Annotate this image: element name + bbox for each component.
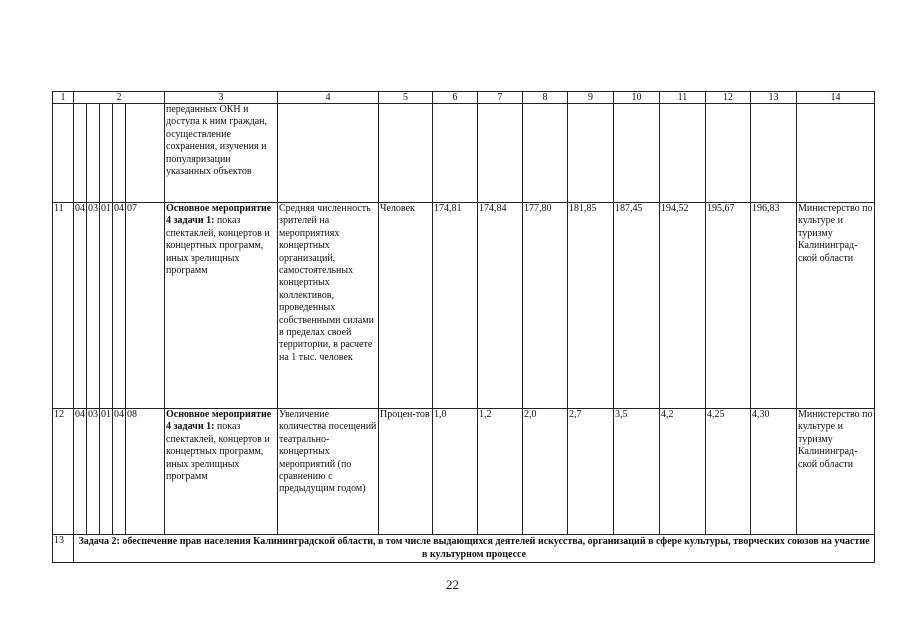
header-cell: 11: [660, 92, 706, 104]
value-cell: 174,84: [478, 203, 523, 409]
header-cell: 5: [379, 92, 433, 104]
page-number: 22: [446, 577, 459, 592]
header-cell: 3: [165, 92, 278, 104]
code-cell: 03: [87, 203, 100, 409]
measure-title-bold: Основное мероприятие 4 задачи 1:: [166, 409, 272, 433]
code-cell: 03: [87, 409, 100, 535]
code-cell: 04: [113, 203, 126, 409]
header-cell: 14: [797, 92, 875, 104]
unit-cell: Человек: [379, 203, 433, 409]
value-cell: 1,2: [478, 409, 523, 535]
header-cell: 2: [74, 92, 165, 104]
value-cell: 4,25: [706, 409, 751, 535]
measure-title-rest: показ спектаклей, концертов и концертных программ, иных зрелищных программ: [166, 215, 270, 277]
indicators-table: [52, 91, 875, 563]
value-cell: 177,80: [523, 203, 568, 409]
row-number: 13: [53, 535, 74, 563]
code-cell: 01: [100, 203, 113, 409]
code-cell: 07: [126, 203, 165, 409]
header-cell: 9: [568, 92, 614, 104]
code-cell: 04: [74, 203, 87, 409]
header-cell: 10: [614, 92, 660, 104]
header-cell: 6: [433, 92, 478, 104]
task-text: Задача 2: обеспечение прав населения Калининградской области, в том числе выдающихся деятелей искусства, организаций в сфере культуры, творческих союзов на участие в культурном процессе: [74, 535, 875, 563]
table-row: [53, 409, 875, 535]
value-cell: 4,2: [660, 409, 706, 535]
measure-title: [165, 203, 278, 409]
header-cell: 8: [523, 92, 568, 104]
value-cell: 2,0: [523, 409, 568, 535]
value-cell: 181,85: [568, 203, 614, 409]
value-cell: 2,7: [568, 409, 614, 535]
code-cell: 08: [126, 409, 165, 535]
code-cell: 04: [113, 409, 126, 535]
value-cell: 1,0: [433, 409, 478, 535]
task-row: [53, 535, 875, 563]
value-cell: 3,5: [614, 409, 660, 535]
executor-cell: Министерство по культуре и туризму Калининград-ской области: [797, 409, 875, 535]
continuation-row: [53, 104, 875, 203]
header-row: [53, 92, 875, 104]
unit-cell: Процен-тов: [379, 409, 433, 535]
code-cell: 01: [100, 409, 113, 535]
measure-title-bold: Основное мероприятие 4 задачи 1:: [166, 203, 272, 227]
executor-cell: Министерство по культуре и туризму Калининград-ской области: [797, 203, 875, 409]
table-row: [53, 203, 875, 409]
measure-title-rest: показ спектаклей, концертов и концертных программ, иных зрелищных программ: [166, 421, 270, 483]
header-cell: 1: [53, 92, 74, 104]
header-cell: 12: [706, 92, 751, 104]
indicator-cell: Средняя численность зрителей на мероприятиях концертных организаций, самостоятельных концертных коллективов, проведенных собственными силами в пределах своей территории, в расчете на 1 тыс. человек: [278, 203, 379, 409]
row-number: 12: [53, 409, 74, 535]
row-number: 11: [53, 203, 74, 409]
value-cell: 4,30: [751, 409, 797, 535]
indicator-cell: Увеличение количества посещений театрально-концертных мероприятий (по сравнению с предыдущим годом): [278, 409, 379, 535]
value-cell: 195,67: [706, 203, 751, 409]
header-cell: 4: [278, 92, 379, 104]
value-cell: 174,81: [433, 203, 478, 409]
value-cell: 196,83: [751, 203, 797, 409]
value-cell: 194,52: [660, 203, 706, 409]
code-cell: 04: [74, 409, 87, 535]
measure-title: [165, 409, 278, 535]
header-cell: 13: [751, 92, 797, 104]
continuation-text: переданных ОКН и доступа к ним граждан, осуществление сохранения, изучения и популяризации указанных объектов: [165, 104, 278, 203]
header-cell: 7: [478, 92, 523, 104]
value-cell: 187,45: [614, 203, 660, 409]
